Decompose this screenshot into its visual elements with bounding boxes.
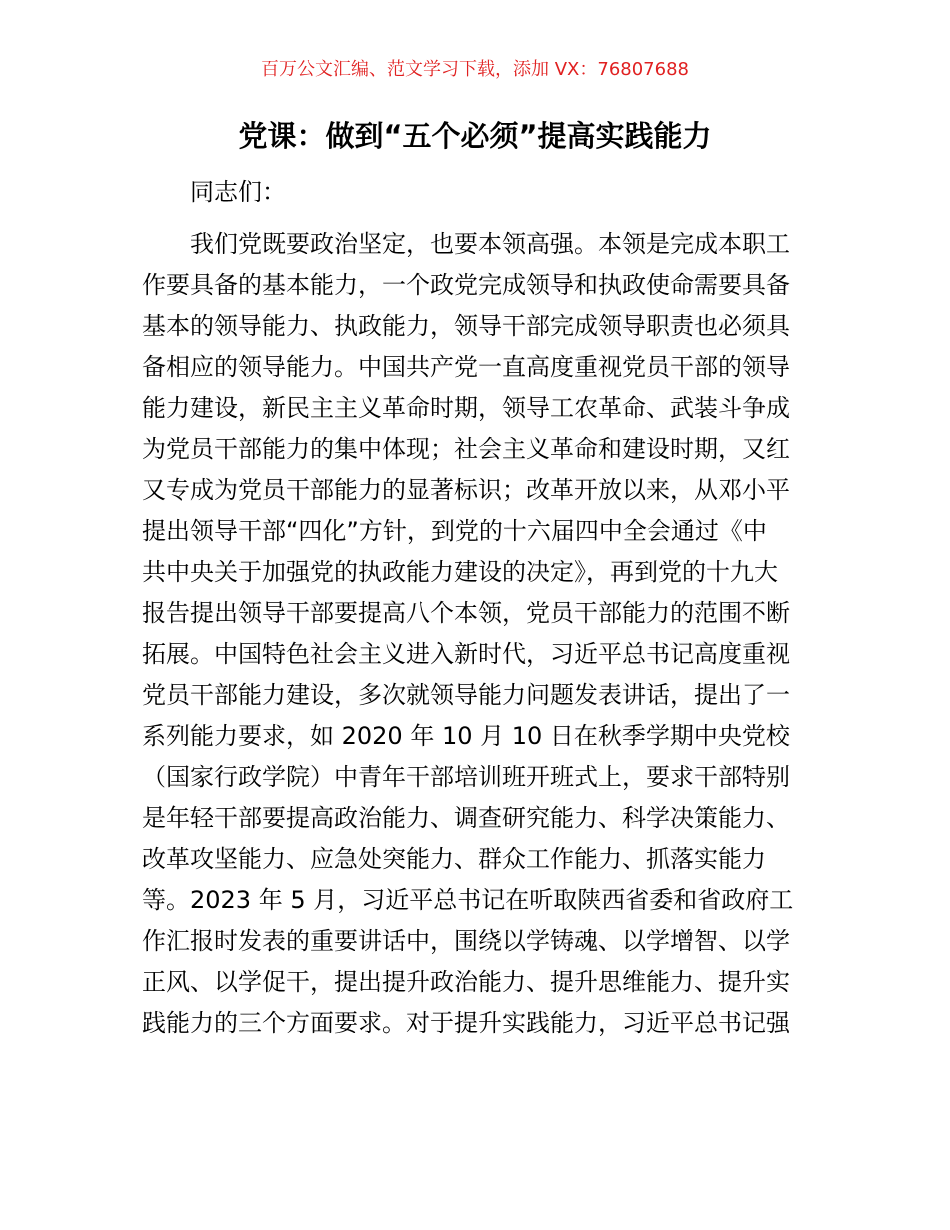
body-paragraph <box>142 224 822 1044</box>
paragraph-line: 践能力的三个方面要求。对于提升实践能力，习近平总书记强 <box>142 1009 790 1037</box>
paragraph-line: 提出领导干部“四化”方针，到党的十六届四中全会通过《中 <box>142 517 767 545</box>
paragraph-line: 改革攻坚能力、应急处突能力、群众工作能力、抓落实能力 <box>142 845 766 873</box>
watermark-banner: 百万公文汇编、范文学习下载，添加 VX：76807688 <box>261 59 689 80</box>
paragraph-line: 为党员干部能力的集中体现；社会主义革命和建设时期，又红 <box>142 435 790 463</box>
paragraph-line: 作汇报时发表的重要讲话中，围绕以学铸魂、以学增智、以学 <box>142 927 790 955</box>
document-title: 党课：做到“五个必须”提高实践能力 <box>238 119 712 153</box>
paragraph-line: 作要具备的基本能力，一个政党完成领导和执政使命需要具备 <box>142 271 790 299</box>
paragraph-line: 等。2023 年 5 月，习近平总书记在听取陕西省委和省政府工 <box>142 886 794 914</box>
paragraph-line: 基本的领导能力、执政能力，领导干部完成领导职责也必须具 <box>142 312 790 340</box>
paragraph-line: 是年轻干部要提高政治能力、调查研究能力、科学决策能力、 <box>142 804 790 832</box>
paragraph-line: 拓展。中国特色社会主义进入新时代，习近平总书记高度重视 <box>142 640 790 668</box>
paragraph-line: 能力建设，新民主主义革命时期，领导工农革命、武装斗争成 <box>142 394 790 422</box>
paragraph-line: 报告提出领导干部要提高八个本领，党员干部能力的范围不断 <box>142 599 790 627</box>
paragraph-line: 正风、以学促干，提出提升政治能力、提升思维能力、提升实 <box>142 968 790 996</box>
paragraph-line: 党员干部能力建设，多次就领导能力问题发表讲话，提出了一 <box>142 681 790 709</box>
paragraph-line: 系列能力要求，如 2020 年 10 月 10 日在秋季学期中央党校 <box>142 722 790 750</box>
paragraph-line: 共中央关于加强党的执政能力建设的决定》，再到党的十九大 <box>142 558 778 586</box>
paragraph-line: 又专成为党员干部能力的显著标识；改革开放以来，从邓小平 <box>142 476 790 504</box>
paragraph-line: （国家行政学院）中青年干部培训班开班式上，要求干部特别 <box>142 763 790 791</box>
paragraph-line: 备相应的领导能力。中国共产党一直高度重视党员干部的领导 <box>142 353 790 381</box>
paragraph-line: 我们党既要政治坚定，也要本领高强。本领是完成本职工 <box>190 230 790 258</box>
salutation: 同志们： <box>190 178 286 206</box>
